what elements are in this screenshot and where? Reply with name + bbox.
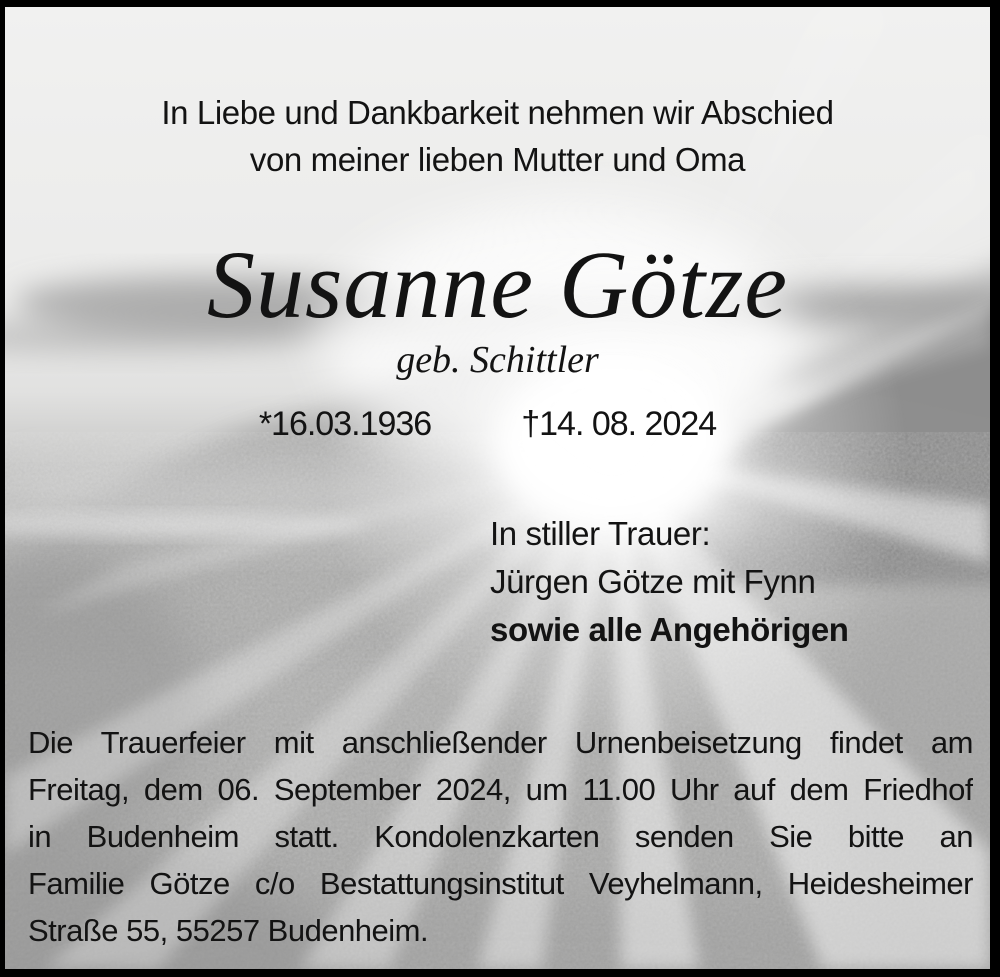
birth-date: *16.03.1936 xyxy=(258,405,432,443)
funeral-info xyxy=(28,719,973,954)
death-date: †14. 08. 2024 xyxy=(521,405,717,443)
intro-line-2: von meiner lieben Mutter und Oma xyxy=(249,141,746,178)
maiden-name: geb. Schittler xyxy=(396,339,599,381)
deceased-name: Susanne Götze xyxy=(207,231,788,338)
mourning-intro: In stiller Trauer: xyxy=(490,515,711,552)
mourning-relatives: sowie alle Angehörigen xyxy=(490,611,849,648)
mourner-name: Jürgen Götze mit Fynn xyxy=(490,563,816,600)
intro-line-1: In Liebe und Dankbarkeit nehmen wir Abschied xyxy=(161,94,834,131)
notice-text-layer xyxy=(5,7,990,969)
funeral-line-1: Die Trauerfeier mit anschließender Urnenbeisetzung findet am xyxy=(28,725,973,760)
life-dates xyxy=(0,404,980,444)
funeral-line-2: Freitag, dem 06. September 2024, um 11.00 Uhr auf dem Friedhof xyxy=(28,772,973,807)
intro-text xyxy=(5,89,990,183)
funeral-line-5: Straße 55, 55257 Budenheim. xyxy=(28,913,429,948)
funeral-line-3: in Budenheim statt. Kondolenzkarten senden Sie bitte an xyxy=(28,819,973,854)
mourning-block xyxy=(490,510,849,654)
funeral-line-4: Familie Götze c/o Bestattungsinstitut Veyhelmann, Heidesheimer xyxy=(28,866,973,901)
